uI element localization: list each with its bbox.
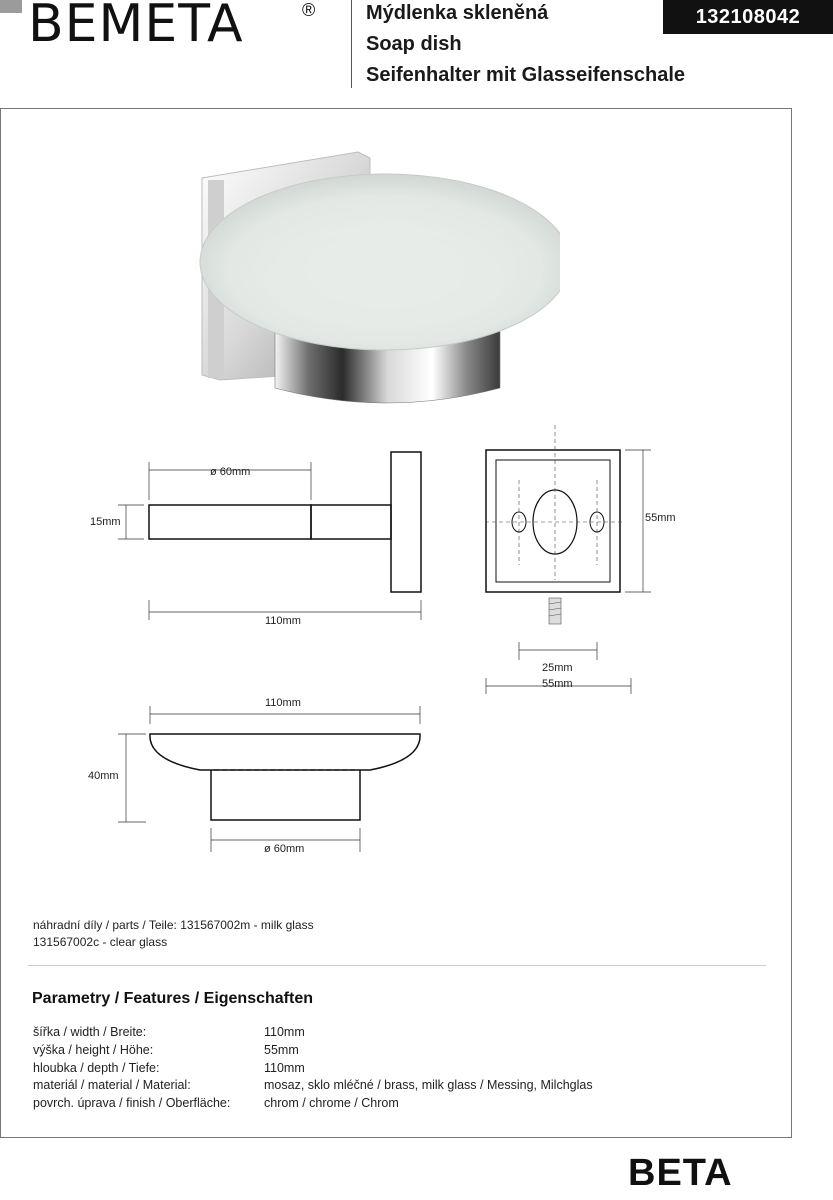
screw-symbol — [549, 598, 561, 624]
feature-label-height: výška / height / Höhe: — [33, 1043, 154, 1057]
title-czech: Mýdlenka skleněná — [366, 2, 549, 24]
plate-inner-outline — [496, 460, 610, 582]
feature-value-height: 55mm — [264, 1043, 299, 1057]
parts-line-2: 131567002c - clear glass — [33, 935, 168, 949]
feature-label-depth: hloubka / depth / Tiefe: — [33, 1061, 160, 1075]
brand-logo: BEMETA — [28, 0, 244, 54]
logo-square — [0, 0, 22, 13]
feature-value-width: 110mm — [264, 1025, 305, 1039]
registered-mark: ® — [302, 0, 316, 20]
side-view-drawing — [80, 440, 440, 640]
product-code: 132108042 — [663, 0, 833, 34]
product-photo — [180, 150, 560, 420]
plate-front-outline — [486, 450, 620, 592]
dim-side-thickness: 15mm — [90, 516, 121, 528]
parts-line-1: náhradní díly / parts / Teile: 131567002m - milk glass — [33, 918, 314, 932]
section-divider — [28, 965, 766, 966]
dim-front-width: 55mm — [542, 678, 573, 690]
plate-side-outline — [391, 452, 421, 592]
features-heading: Parametry / Features / Eigenschaften — [32, 990, 313, 1007]
front-view-drawing — [475, 420, 660, 700]
dish-inner — [265, 232, 505, 328]
dim-dish-width: 110mm — [265, 697, 301, 709]
feature-value-material: mosaz, sklo mléčné / brass, milk glass / Messing, Milchglas — [264, 1078, 593, 1092]
feature-label-material: materiál / material / Material: — [33, 1078, 191, 1092]
dish-side-outline — [149, 505, 311, 539]
title-german: Seifenhalter mit Glasseifenschale — [366, 64, 686, 86]
feature-label-finish: povrch. úprava / finish / Oberfläche: — [33, 1096, 231, 1110]
dim-dish-diameter: ø 60mm — [264, 843, 305, 855]
feature-value-finish: chrom / chrome / Chrom — [264, 1096, 399, 1110]
dim-dish-height: 40mm — [88, 770, 119, 782]
dish-profile — [150, 734, 420, 770]
dim-front-hole-spacing: 25mm — [542, 662, 573, 674]
feature-value-depth: 110mm — [264, 1061, 305, 1075]
dim-side-length: 110mm — [265, 615, 301, 627]
dish-base-profile — [211, 770, 360, 820]
dim-side-diameter: ø 60mm — [210, 466, 251, 478]
title-english: Soap dish — [366, 33, 462, 55]
dim-front-height: 55mm — [645, 512, 676, 524]
stem-outline — [311, 505, 391, 539]
feature-label-width: šířka / width / Breite: — [33, 1025, 147, 1039]
series-name: BETA — [628, 1152, 733, 1194]
header-divider — [351, 0, 352, 88]
dish-view-drawing — [110, 700, 440, 860]
